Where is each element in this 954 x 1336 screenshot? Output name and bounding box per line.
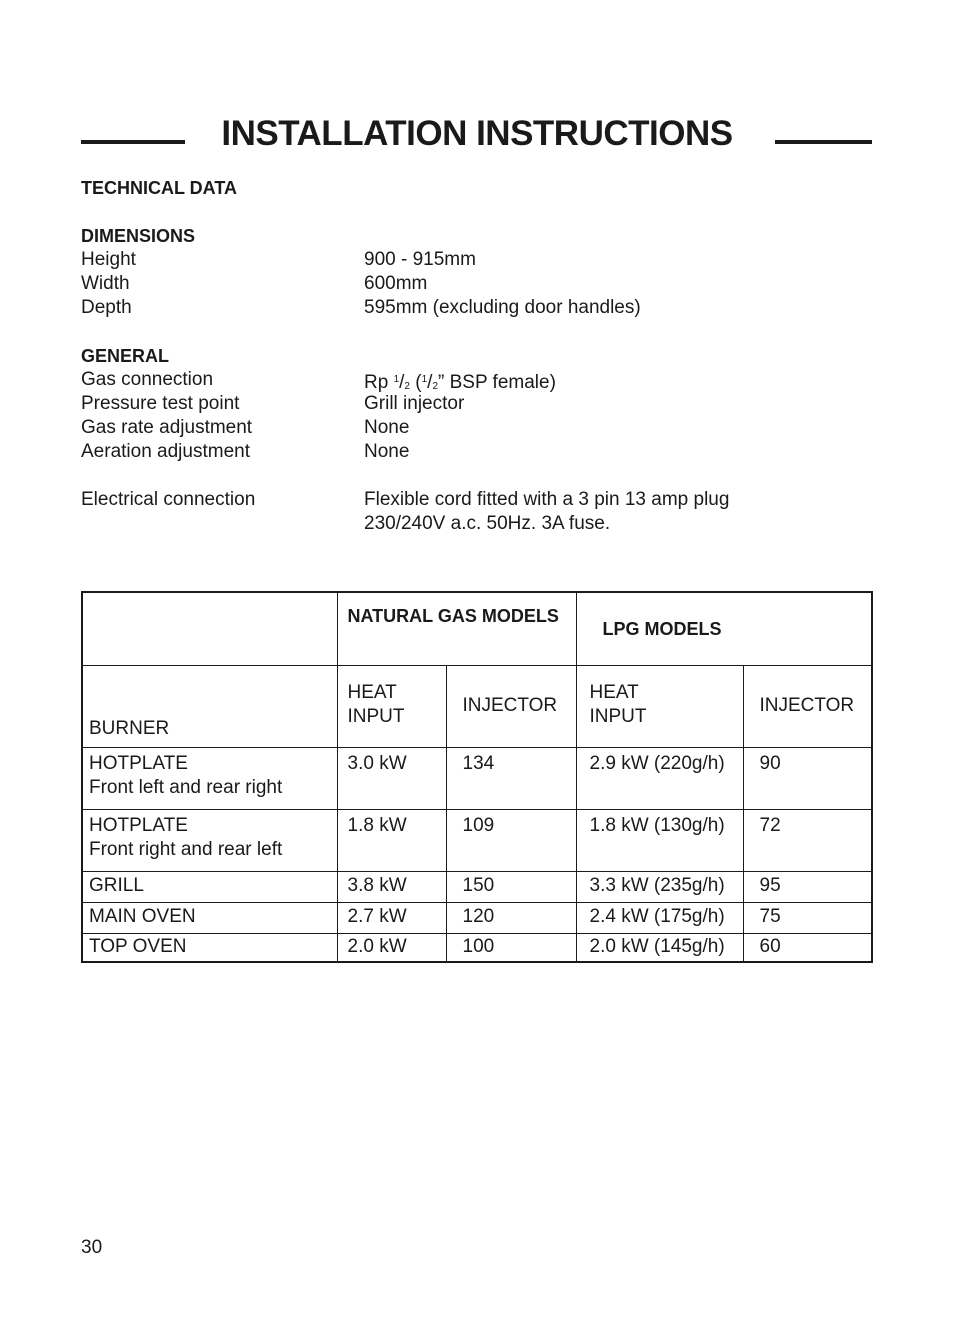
page-number: 30: [81, 1237, 103, 1258]
gas-connection-value: Rp $^1/_2$ ($^1/_2$” BSP female): [364, 372, 556, 393]
ng-injector-cell: 120: [446, 902, 576, 933]
burner-cell: [82, 809, 337, 871]
lpg-heat-input-header: [576, 665, 743, 747]
gas-connection-label: Gas connection: [81, 369, 214, 390]
lpg-injector-cell: 72: [743, 809, 872, 871]
ng-heat-input-cell: 3.8 kW: [337, 871, 446, 902]
fraction-numerator: 1: [421, 374, 428, 385]
burner-cell: TOP OVEN: [82, 933, 337, 962]
dimension-value: 595mm (excluding door handles): [364, 297, 641, 318]
lpg-heat-input-cell: 1.8 kW (130g/h): [576, 809, 743, 871]
dimension-label: Depth: [81, 297, 132, 318]
natural-gas-models-header: [337, 592, 576, 665]
lpg-heat-input-header-line1: HEAT: [589, 681, 639, 703]
electrical-label: Electrical connection: [81, 489, 256, 510]
electrical-value-line1: Flexible cord fitted with a 3 pin 13 amp plug: [364, 489, 730, 510]
ng-heat-input-header: [337, 665, 446, 747]
dimension-label: Height: [81, 249, 136, 270]
fraction-numerator: 1: [393, 374, 400, 385]
general-value: None: [364, 441, 410, 462]
lpg-injector-cell: 95: [743, 871, 872, 902]
burner-cell: MAIN OVEN: [82, 902, 337, 933]
technical-data-heading: TECHNICAL DATA: [81, 178, 237, 198]
ng-injector-cell: 134: [446, 747, 576, 809]
ng-heat-input-header-line1: HEAT: [347, 681, 397, 703]
general-label: Pressure test point: [81, 393, 240, 414]
fraction-denominator: 2: [432, 381, 438, 392]
burner-header: BURNER: [82, 665, 337, 747]
table-row: [82, 747, 872, 809]
dimension-value: 900 - 915mm: [364, 249, 476, 270]
ng-heat-input-cell: 2.0 kW: [337, 933, 446, 962]
general-heading: GENERAL: [81, 346, 170, 366]
table-group-header-row: [82, 592, 872, 665]
general-value: None: [364, 417, 410, 438]
table-row: [82, 871, 872, 902]
gas-connection-prefix: Rp: [364, 372, 394, 393]
dimension-label: Width: [81, 273, 130, 294]
ng-heat-input-header-line2: INPUT: [347, 705, 405, 727]
gas-connection-suffix: ” BSP female): [438, 372, 556, 393]
lpg-models-header: [576, 592, 872, 665]
burner-cell: GRILL: [82, 871, 337, 902]
general-value: Grill injector: [364, 393, 465, 414]
ng-injector-cell: 150: [446, 871, 576, 902]
dimension-value: 600mm: [364, 273, 428, 294]
natural-gas-models-label: NATURAL GAS MODELS: [347, 606, 559, 626]
ng-injector-header: INJECTOR: [446, 665, 576, 747]
gas-connection-mid: (: [409, 372, 422, 393]
general-label: Aeration adjustment: [81, 441, 250, 462]
ng-heat-input-cell: 1.8 kW: [337, 809, 446, 871]
page-title: INSTALLATION INSTRUCTIONS: [221, 114, 733, 153]
lpg-injector-cell: 75: [743, 902, 872, 933]
table-sub-header-row: [82, 665, 872, 747]
dimensions-heading: DIMENSIONS: [81, 226, 196, 246]
ng-heat-input-cell: 3.0 kW: [337, 747, 446, 809]
burner-position: Front left and rear right: [89, 776, 283, 798]
lpg-injector-header: INJECTOR: [743, 665, 872, 747]
lpg-heat-input-cell: 2.0 kW (145g/h): [576, 933, 743, 962]
lpg-heat-input-cell: 2.9 kW (220g/h): [576, 747, 743, 809]
burner-cell: [82, 747, 337, 809]
ng-heat-input-cell: 2.7 kW: [337, 902, 446, 933]
ng-injector-cell: 100: [446, 933, 576, 962]
lpg-heat-input-header-line2: INPUT: [589, 705, 647, 727]
table-row: [82, 809, 872, 871]
title-rule-right: [775, 140, 872, 144]
fraction-denominator: 2: [404, 381, 410, 392]
table-corner-cell: [82, 592, 337, 665]
lpg-heat-input-cell: 2.4 kW (175g/h): [576, 902, 743, 933]
burner-spec-table: [81, 591, 873, 963]
burner-position: Front right and rear left: [89, 838, 283, 860]
table-row: [82, 902, 872, 933]
burner-name: HOTPLATE: [89, 814, 188, 836]
general-label: Gas rate adjustment: [81, 417, 253, 438]
lpg-heat-input-cell: 3.3 kW (235g/h): [576, 871, 743, 902]
lpg-models-label: LPG MODELS: [602, 618, 722, 639]
ng-injector-cell: 109: [446, 809, 576, 871]
lpg-injector-cell: 60: [743, 933, 872, 962]
lpg-injector-cell: 90: [743, 747, 872, 809]
table-row: [82, 933, 872, 962]
electrical-value-line2: 230/240V a.c. 50Hz. 3A fuse.: [364, 513, 611, 534]
burner-name: HOTPLATE: [89, 752, 188, 774]
